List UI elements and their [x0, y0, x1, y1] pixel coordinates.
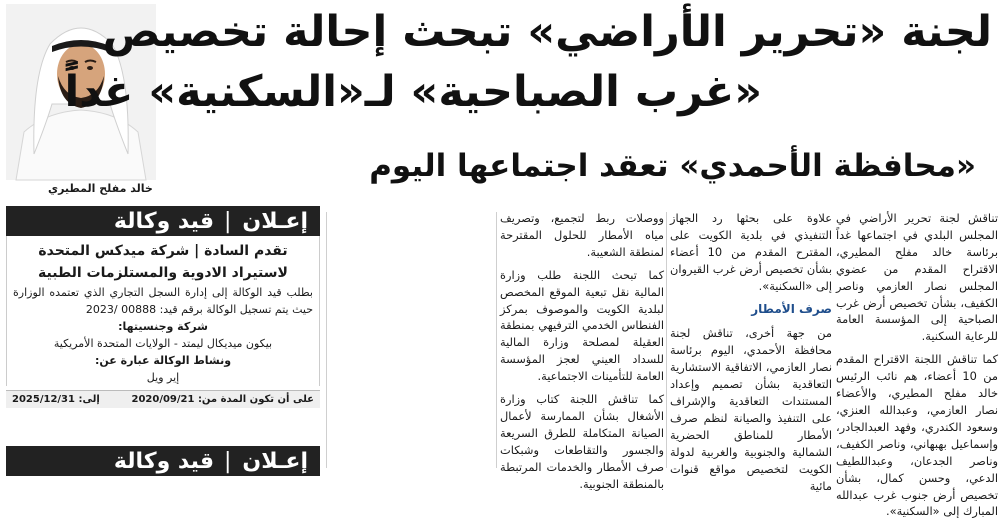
- article-paragraph: علاوة على بحثها رد الجهاز التنفيذي في بلدية الكويت على المقترح المقدم من 10 أعضاء بشأن تخصيص أرض غرب القيروان إلى «السكنية».: [670, 211, 832, 293]
- headline: [64, 2, 992, 122]
- article-column-1: [836, 210, 998, 526]
- article-paragraph: كما تناقش اللجنة الاقتراح المقدم من 10 أعضاء، هم نائب الرئيس خالد مفلح المطيري، والأعضاء نصار العازمي، وعبدالله العنزي، وسعود الكندري، وفهد العبدالجادر، وإسماعيل بهبهاني، وناصر الكفيف، وناصر الجدعان، وعبداللطيف الدعي، وحسن كمال، بشأن تخصيص أرض جنوب غرب عبدالله المبارك إلى «السكنية».: [836, 352, 998, 519]
- ad-header-separator: |: [224, 208, 233, 234]
- ad-from: [131, 394, 314, 405]
- article-paragraph: كما تبحث اللجنة طلب وزارة المالية نقل تبعية الموقع المخصص لبلدية الكويت والموصوف بمركز الفنطاس الخدمي الترفيهي بمنطقة العقيلة لمصلحة وزارة المالية للسداد العيني لعجز المؤسسة العامة للتأمينات الاجتماعية.: [500, 267, 664, 384]
- article-paragraph: كما تناقش اللجنة كتاب وزارة الأشغال بشأن الممارسة لأعمال الصيانة المتكاملة للطرق السريعة والجسور والتقاطعات وشبكات صرف الأمطار والخدمات المرتبطة بالمنطقة الجنوبية.: [500, 392, 664, 491]
- ad-header-left: إعـلان: [242, 448, 308, 474]
- ad-footer: [6, 390, 320, 408]
- ad-to-date: 2025/12/31: [12, 394, 75, 405]
- ad-header: [6, 206, 320, 236]
- ad-body: [6, 236, 320, 386]
- article-column-2: [670, 210, 832, 501]
- ad-title: تقدم السادة | شركة ميدكس المتحدة لاستيراد الادوية والمستلزمات الطبية: [38, 243, 288, 281]
- photo-caption: خالد مفلح المطيري: [48, 182, 153, 195]
- ad-box-1: [6, 206, 320, 408]
- ad-box-2: [6, 446, 320, 476]
- article-paragraph: ووصلات ربط لتجميع، وتصريف مياه الأمطار للحلول المقترحة لمنطقة الشعيبة.: [500, 211, 664, 259]
- ad-activity: إير ويل: [146, 371, 180, 384]
- section-heading: صرف الأمطار: [751, 301, 832, 316]
- article-paragraph: تناقش لجنة تحرير الأراضي في المجلس البلدي في اجتماعها غداً برئاسة خالد مفلح المطيري، الاقتراح المقدم من عضوي المجلس نصار العازمي وناصر الكفيف، بشأن تخصيص أرض غرب الصباحية إلى المؤسسة العامة للرعاية السكنية.: [836, 211, 998, 344]
- ad-header-left: إعـلان: [242, 208, 308, 234]
- column-divider: [496, 212, 497, 468]
- article-paragraph: من جهة أخرى، تناقش لجنة محافظة الأحمدي، اليوم برئاسة نصار العازمي، الاتفاقية الاستشارية التعاقدية بشأن تصميم وإعداد المستندات التعاقدية والإشراف على التنفيذ والصيانة لنظم صرف الأمطار للمناطق الحضرية الشمالية والجنوبية والغربية لدولة الكويت لتخصيص مواقع قنوات مائية: [670, 326, 832, 493]
- ad-label-activity: ونشاط الوكالة عبارة عن:: [94, 354, 232, 367]
- column-divider: [666, 212, 667, 468]
- subheadline: «محافظة الأحمدي» تعقد اجتماعها اليوم: [369, 148, 976, 184]
- article-column-3: [500, 210, 664, 499]
- ad-from-label: على أن تكون المدة من:: [197, 394, 314, 405]
- ad-header-separator: |: [224, 448, 233, 474]
- headline-line-1: لجنة «تحرير الأراضي» تبحث إحالة تخصيص: [102, 7, 992, 57]
- ad-to-label: إلى:: [78, 394, 100, 405]
- ad-text-line: بطلب قيد الوكالة إلى إدارة السجل التجاري الذي تعتمده الوزارة حيث يتم تسجيل الوكالة برقم قيد: 00888 /2023: [13, 286, 313, 316]
- ad-header-right: قيد وكالة: [113, 448, 214, 474]
- ad-from-date: 2020/09/21: [131, 394, 195, 405]
- ad-label-company: شركة وجنسيتها:: [118, 320, 208, 333]
- headline-line-2: «غرب الصباحية» لـ«السكنية» غداً: [64, 67, 762, 117]
- column-divider: [326, 212, 327, 468]
- ad-company: بيكون ميديكال ليمتد - الولايات المتحدة الأمريكية: [53, 337, 273, 350]
- ad-header: [6, 446, 320, 476]
- ad-to: [12, 394, 100, 405]
- ad-header-right: قيد وكالة: [113, 208, 214, 234]
